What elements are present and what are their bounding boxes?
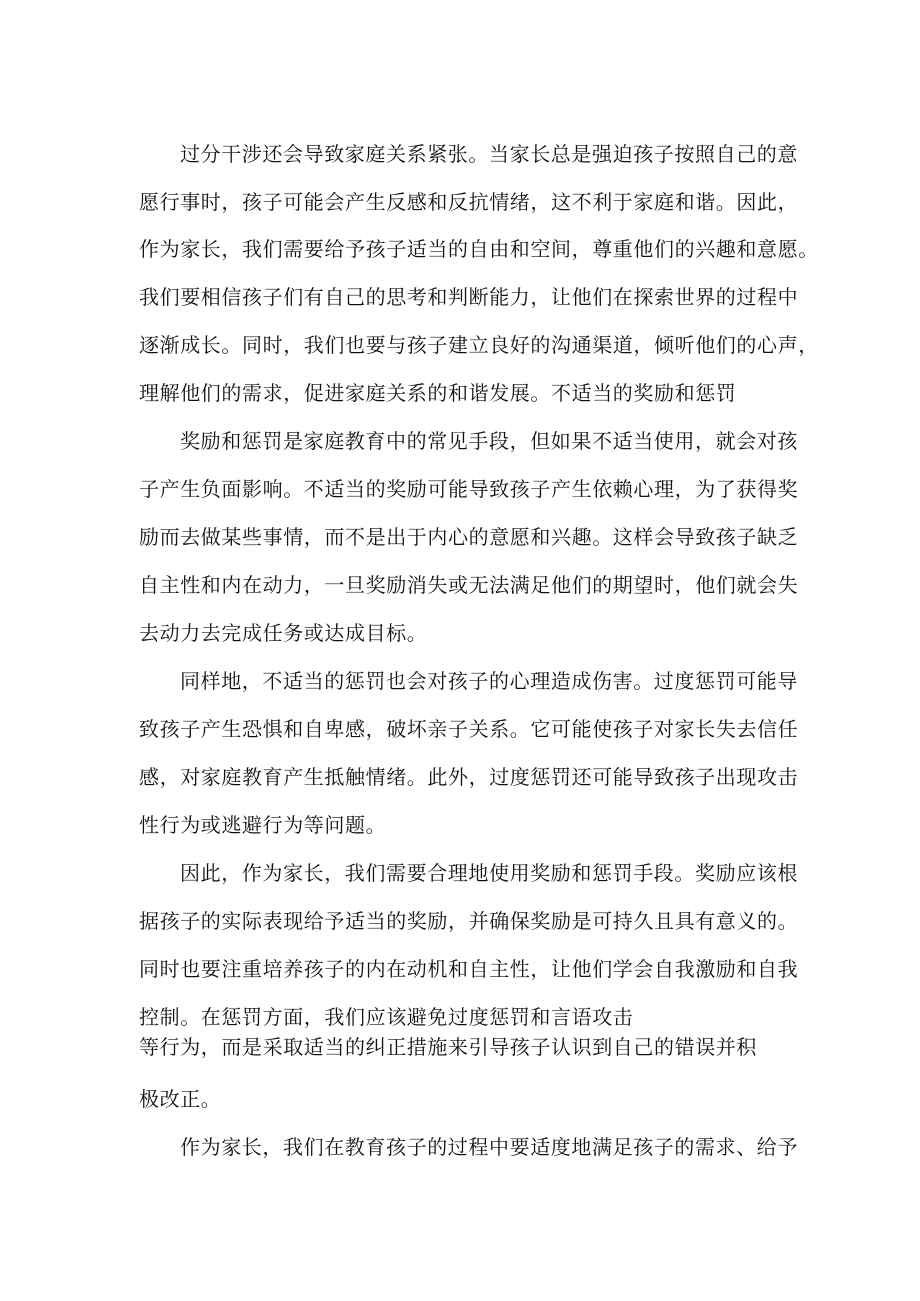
text-line: 据孩子的实际表现给予适当的奖励，并确保奖励是可持久且具有意义的。	[139, 909, 799, 933]
text-line: 逐渐成长。同时，我们也要与孩子建立良好的沟通渠道，倾听他们的心声，	[139, 333, 819, 357]
text-line: 同样地，不适当的惩罚也会对孩子的心理造成伤害。过度惩罚可能导	[180, 669, 798, 693]
text-line: 励而去做某些事情，而不是出于内心的意愿和兴趣。这样会导致孩子缺乏	[139, 525, 799, 549]
text-line: 极改正。	[139, 1087, 222, 1111]
text-line: 去动力去完成任务或达成目标。	[139, 621, 428, 645]
text-line: 自主性和内在动力，一旦奖励消失或无法满足他们的期望时，他们就会失	[139, 573, 799, 597]
text-line: 愿行事时，孩子可能会产生反感和反抗情绪，这不利于家庭和谐。因此，	[139, 190, 799, 214]
text-line: 子产生负面影响。不适当的奖励可能导致孩子产生依赖心理，为了获得奖	[139, 477, 799, 501]
text-line: 我们要相信孩子们有自己的思考和判断能力，让他们在探索世界的过程中	[139, 285, 799, 309]
text-line: 控制。在惩罚方面，我们应该避免过度惩罚和言语攻击	[139, 1005, 634, 1029]
text-line: 同时也要注重培养孩子的内在动机和自主性，让他们学会自我激励和自我	[139, 957, 799, 981]
text-line: 作为家长，我们在教育孩子的过程中要适度地满足孩子的需求、给予	[180, 1135, 798, 1159]
text-line: 因此，作为家长，我们需要合理地使用奖励和惩罚手段。奖励应该根	[180, 861, 798, 885]
text-line: 等行为，而是采取适当的纠正措施来引导孩子认识到自己的错误并积	[139, 1035, 757, 1059]
text-line: 过分干涉还会导致家庭关系紧张。当家长总是强迫孩子按照自己的意	[180, 142, 798, 166]
text-line: 致孩子产生恐惧和自卑感，破坏亲子关系。它可能使孩子对家长失去信任	[139, 717, 799, 741]
text-line: 性行为或逃避行为等问题。	[139, 813, 387, 837]
text-line: 作为家长，我们需要给予孩子适当的自由和空间，尊重他们的兴趣和意愿。	[139, 237, 819, 261]
text-line: 理解他们的需求，促进家庭关系的和谐发展。不适当的奖励和惩罚	[139, 381, 737, 405]
text-line: 奖励和惩罚是家庭教育中的常见手段，但如果不适当使用，就会对孩	[180, 429, 798, 453]
text-line: 感，对家庭教育产生抵触情绪。此外，过度惩罚还可能导致孩子出现攻击	[139, 765, 799, 789]
